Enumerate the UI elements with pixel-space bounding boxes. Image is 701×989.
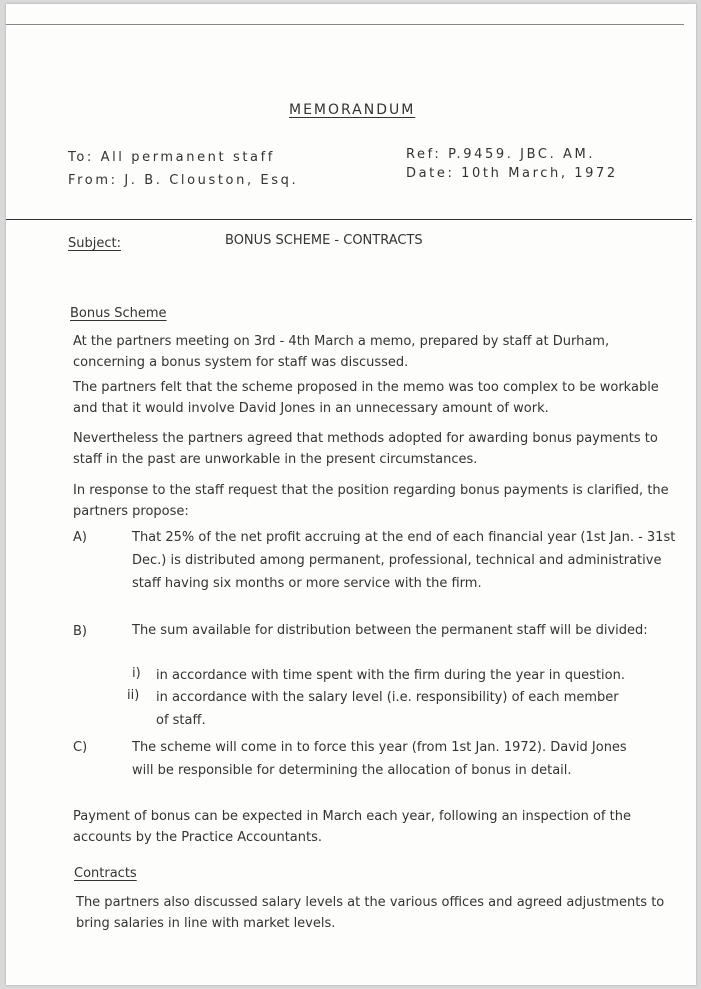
item-a-label: A): [73, 530, 87, 545]
ref-line: Ref: P.9459. JBC. AM.: [406, 147, 596, 162]
sub-item-ii-text: in accordance with the salary level (i.e. responsibility) of each member of staff.: [156, 690, 619, 728]
bonus-paragraph-1: At the partners meeting on 3rd - 4th March a memo, prepared by staff at Durham, concerning a bonus system for staff was discussed.: [73, 334, 610, 370]
item-c-text: The scheme will come in to force this year (from 1st Jan. 1972). David Jones will be responsible for determining the allocation of bonus in detail.: [132, 740, 627, 778]
memo-page: [6, 4, 696, 985]
item-b-text: The sum available for distribution between the permanent staff will be divided:: [132, 623, 648, 638]
contracts-heading: Contracts: [74, 866, 137, 881]
bonus-paragraph-4: In response to the staff request that the position regarding bonus payments is clarified, the partners propose:: [73, 483, 669, 519]
bonus-paragraph-3: Nevertheless the partners agreed that methods adopted for awarding bonus payments to staff in the past are unworkable in the present circumstances.: [73, 431, 658, 467]
bonus-scheme-heading: Bonus Scheme: [70, 306, 167, 321]
sub-item-ii-label: ii): [127, 688, 140, 703]
item-b-label: B): [73, 624, 87, 639]
subject-text: BONUS SCHEME - CONTRACTS: [225, 233, 423, 248]
bonus-paragraph-2: The partners felt that the scheme proposed in the memo was too complex to be workable and that it would involve David Jones in an unnecessary amount of work.: [73, 380, 659, 416]
subject-label: Subject:: [68, 236, 121, 251]
bonus-paragraph-5: Payment of bonus can be expected in March each year, following an inspection of the accounts by the Practice Accountants.: [73, 809, 631, 845]
date-line: Date: 10th March, 1972: [406, 166, 618, 181]
contracts-paragraph-1: The partners also discussed salary levels at the various offices and agreed adjustments to bring salaries in line with market levels.: [76, 895, 665, 931]
sub-item-i-label: i): [132, 666, 141, 681]
from-line: From: J. B. Clouston, Esq.: [68, 173, 299, 188]
top-edge-line: [6, 24, 684, 25]
header-divider: [6, 219, 692, 220]
item-c-label: C): [73, 740, 88, 755]
memo-title: MEMORANDUM: [289, 102, 416, 118]
item-a-text: That 25% of the net profit accruing at the end of each financial year (1st Jan. - 31st Dec.) is distributed among permanent, professional, technical and administrative staff having six months or more service with the firm.: [132, 530, 676, 591]
to-line: To: All permanent staff: [68, 150, 275, 165]
sub-item-i-text: in accordance with time spent with the firm during the year in question.: [156, 668, 625, 683]
